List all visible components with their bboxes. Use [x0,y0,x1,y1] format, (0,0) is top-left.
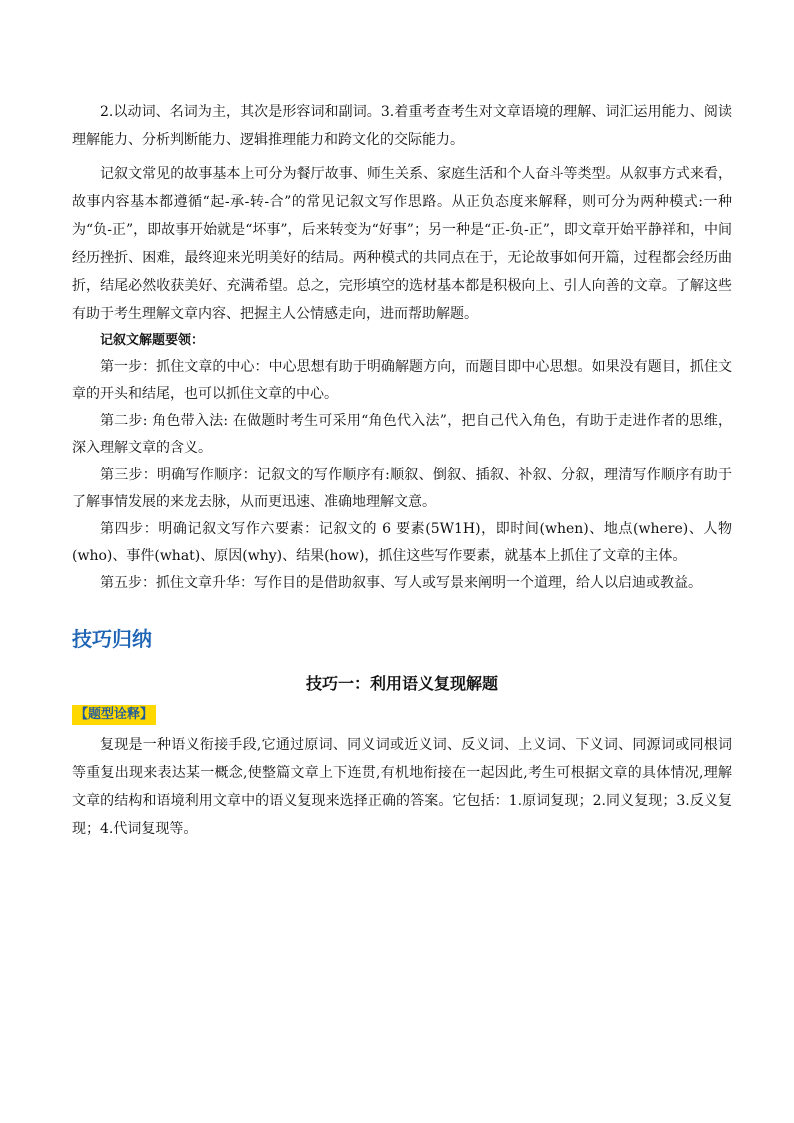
technique-body: 复现是一种语义衔接手段,它通过原词、同义词或近义词、反义词、上义词、下义词、同源词或同根词等重复出现来表达某一概念,使整篇文章上下连贯,有机地衔接在一起因此,考生可根据文章的具体情况,理解文章的结构和语境利用文章中的语义复现来选择正确的答案。它包括：1.原词复现；2.同义复现；3.反义复现；4.代词复现等。 [72,737,732,837]
tip-step-2: 第二步: 角色带入法: 在做题时考生可采用“角色代入法”，把自己代入角色，有助于走进作者的思维，深入理解文章的含义。 [72,413,732,456]
intro-paragraph-1: 2.以动词、名词为主，其次是形容词和副词。3.着重考查考生对文章语境的理解、词汇运用能力、阅读理解能力、分析判断能力、逻辑推理能力和跨文化的交际能力。 [72,104,732,148]
intro-paragraph-2: 记叙文常见的故事基本上可分为餐厅故事、师生关系、家庭生活和个人奋斗等类型。从叙事方式来看，故事内容基本都遵循“起-承-转-合”的常见记叙文写作思路。从正负态度来解释，则可分为两种模式:一种为“负-正”，即故事开始就是“坏事”，后来转变为“好事”；另一种是“正-负-正”，即文章开始平静祥和，中间经历挫折、困难，最终迎来光明美好的结局。两种模式的共同点在于，无论故事如何开篇，过程都会经历曲折，结尾必然收获美好、充满希望。总之，完形填空的选材基本都是积极向上、引人向善的文章。了解这些有助于考生理解文章内容、把握主人公情感走向，进而帮助解题。 [72,166,732,322]
tip-step-4: 第四步：明确记叙文写作六要素：记叙文的 6 要素(5W1H)，即时间(when)、地点(where)、人物(who)、事件(what)、原因(why)、结果(how)，抓住这些写作要素，就基本上抓住了文章的主体。 [72,521,732,564]
technique-title: 技巧一：利用语义复现解题 [305,674,498,693]
tip-step-3: 第三步：明确写作顺序：记叙文的写作顺序有:顺叙、倒叙、插叙、补叙、分叙，理清写作顺序有助于了解事情发展的来龙去脉，从而更迅速、准确地理解文意。 [72,467,732,510]
question-type-tag: 【题型诠释】 [72,705,156,725]
tip-step-5: 第五步：抓住文章升华：写作目的是借助叙事、写人或写景来阐明一个道理，给人以启迪或教益。 [100,575,702,591]
tip-step-1: 第一步：抓住文章的中心：中心思想有助于明确解题方向，而题目即中心思想。如果没有题目，抓住文章的开头和结尾，也可以抓住文章的中心。 [72,359,732,402]
section-heading: 技巧归纳 [72,627,152,651]
tips-heading: 记叙文解题要领： [100,333,205,348]
document-page [72,98,732,843]
